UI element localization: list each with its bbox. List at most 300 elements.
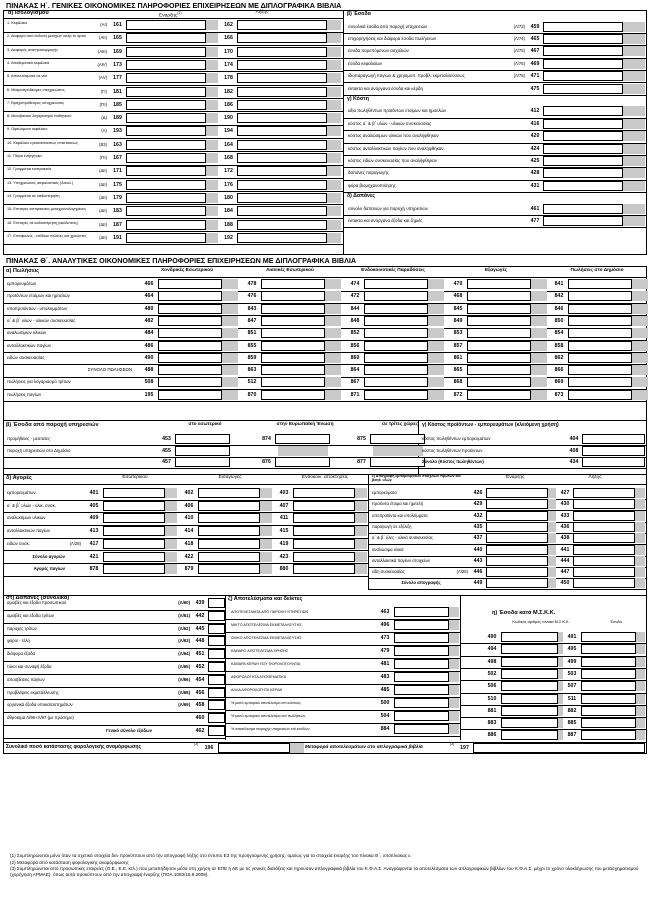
amount-field[interactable] (293, 564, 355, 574)
amount-field[interactable] (198, 513, 260, 523)
amount-field[interactable] (158, 341, 222, 351)
amount-field[interactable] (364, 328, 428, 338)
amount-field[interactable] (486, 545, 548, 555)
field-code: 415 (279, 528, 289, 535)
amount-field[interactable] (581, 669, 636, 679)
amount-field[interactable] (261, 365, 325, 375)
amount-field[interactable] (543, 71, 623, 81)
amount-field[interactable] (198, 564, 260, 574)
shaded-field (636, 669, 645, 679)
amount-field[interactable] (237, 47, 327, 57)
amount-field[interactable] (543, 168, 623, 178)
amount-field[interactable] (486, 567, 548, 577)
field-code: 854 (554, 330, 564, 337)
shaded-field (327, 60, 341, 70)
amount-field[interactable] (237, 140, 327, 150)
amount-field[interactable] (543, 22, 623, 32)
amount-field[interactable] (175, 434, 230, 444)
field-code: 419 (279, 540, 289, 547)
field-code: 467 (530, 48, 540, 55)
amount-field[interactable] (486, 578, 548, 588)
amount-field[interactable] (158, 377, 222, 387)
amount-field[interactable] (158, 316, 222, 326)
amount-field[interactable] (126, 180, 206, 190)
field-code: 464 (144, 293, 154, 300)
shaded-field (531, 279, 547, 289)
amount-field[interactable] (208, 662, 225, 672)
amount-field[interactable] (394, 672, 449, 682)
amount-field[interactable] (573, 567, 635, 577)
amount-field[interactable] (261, 316, 325, 326)
field-code: 176 (224, 181, 233, 188)
amount-field[interactable] (501, 718, 558, 728)
amount-field[interactable] (103, 539, 165, 549)
amount-field[interactable] (543, 181, 623, 191)
amount-field[interactable] (473, 743, 645, 753)
row-code-letter: (Δ) (101, 115, 107, 121)
amount-field[interactable] (126, 193, 206, 203)
amount-field[interactable] (208, 713, 225, 723)
shaded-field (165, 539, 177, 549)
amount-field[interactable] (103, 552, 165, 562)
amount-field[interactable] (237, 233, 327, 243)
amount-field[interactable] (208, 624, 225, 634)
row-label: έσοδα κεφαλαίων (348, 60, 383, 66)
shaded-field (355, 539, 367, 549)
amount-field[interactable] (126, 73, 206, 83)
amount-field[interactable] (237, 180, 327, 190)
amount-field[interactable] (198, 539, 260, 549)
amount-field[interactable] (543, 119, 623, 129)
row-label: 1. Κεφάλαιο (7, 21, 28, 25)
amount-field[interactable] (467, 304, 531, 314)
amount-field[interactable] (501, 632, 558, 642)
amount-field[interactable] (543, 216, 623, 226)
amount-field[interactable] (103, 564, 165, 574)
amount-field[interactable] (208, 688, 225, 698)
field-code: 406 (184, 502, 194, 509)
shaded-field (636, 632, 645, 642)
amount-field[interactable] (467, 341, 531, 351)
amount-field[interactable] (573, 533, 635, 543)
row-code-letter (150, 713, 192, 723)
shaded-field (165, 488, 177, 498)
amount-field[interactable] (158, 279, 222, 289)
row-code-letter: (ΔΙΙ) (99, 168, 107, 174)
amount-field[interactable] (275, 457, 330, 467)
row-label: Σύνολο (Κόστος πωληθέντων) (422, 459, 484, 464)
amount-field[interactable] (501, 669, 558, 679)
amount-field[interactable] (467, 390, 531, 400)
shaded-field (428, 291, 444, 301)
shaded-field (428, 328, 444, 338)
amount-field[interactable] (293, 488, 355, 498)
amount-field[interactable] (237, 87, 327, 97)
amount-field[interactable] (208, 675, 225, 685)
amount-field[interactable] (581, 657, 636, 667)
shaded-field (635, 499, 645, 509)
amount-field[interactable] (237, 100, 327, 110)
field-code: 841 (554, 281, 564, 287)
shaded-field (327, 33, 341, 43)
amount-field[interactable] (543, 84, 623, 94)
amount-field[interactable] (261, 390, 325, 400)
amount-field[interactable] (237, 220, 327, 230)
amount-field[interactable] (501, 730, 558, 740)
column-header: Εσωτερικού (122, 475, 148, 480)
shaded-field (428, 377, 444, 387)
shaded-field (449, 646, 459, 656)
amount-field[interactable] (126, 166, 206, 176)
amount-field[interactable] (573, 511, 635, 521)
field-code: 499 (567, 658, 577, 665)
amount-field[interactable] (568, 365, 632, 375)
shaded-field (635, 578, 645, 588)
field-code: 506 (487, 683, 497, 690)
amount-field[interactable] (573, 556, 635, 566)
amount-field[interactable] (198, 488, 260, 498)
amount-field[interactable] (237, 166, 327, 176)
amount-field[interactable] (581, 644, 636, 654)
amount-field[interactable] (543, 59, 623, 69)
field-code: 463 (380, 609, 390, 615)
rule-line (3, 484, 647, 485)
amount-field[interactable] (126, 20, 206, 30)
shaded-field (632, 328, 648, 338)
amount-field[interactable] (394, 685, 449, 695)
row-code-letter: (Λ/74) (513, 35, 525, 41)
row-label: πωλήσεις για λογαριασμό τρίτων (7, 379, 71, 385)
field-code: 189 (113, 115, 122, 122)
shaded-field (531, 377, 547, 387)
shaded-field (260, 539, 272, 549)
amount-field[interactable] (543, 156, 623, 166)
amount-field[interactable] (467, 328, 531, 338)
row-label: προβλέψεις εκμετάλλευσης (7, 689, 59, 695)
row-label: παροχές τρίτων (7, 625, 37, 631)
amount-field[interactable] (261, 328, 325, 338)
field-code: 174 (224, 61, 233, 68)
row-label: αναλωσίμων υλικών (7, 330, 47, 336)
amount-field[interactable] (582, 446, 645, 456)
amount-field[interactable] (581, 694, 636, 704)
amount-field[interactable] (467, 291, 531, 301)
amount-field[interactable] (198, 552, 260, 562)
field-code: 859 (247, 354, 257, 361)
row-label: αμοιβές και έξοδα τρίτων (7, 612, 55, 618)
amount-field[interactable] (543, 46, 623, 56)
field-code: 862 (554, 354, 564, 361)
amount-field[interactable] (364, 304, 428, 314)
amount-field[interactable] (175, 457, 230, 467)
amount-field[interactable] (394, 620, 449, 630)
shaded-field (327, 140, 341, 150)
amount-field[interactable] (394, 698, 449, 708)
amount-field[interactable] (573, 545, 635, 555)
shaded-field (623, 119, 645, 129)
amount-field[interactable] (581, 730, 636, 740)
field-code: 197 (460, 744, 469, 751)
amount-field[interactable] (568, 328, 632, 338)
amount-field[interactable] (501, 694, 558, 704)
row-label: αποσβέσεις παγίων (7, 676, 45, 682)
field-code: 856 (350, 342, 360, 349)
amount-field[interactable] (486, 522, 548, 532)
row-code-letter: (ΑV) (98, 75, 107, 81)
shaded-field (428, 365, 444, 375)
field-code: 196 (204, 744, 214, 751)
amount-field[interactable] (364, 353, 428, 363)
amount-field[interactable] (568, 304, 632, 314)
amount-field[interactable] (126, 47, 206, 57)
amount-field[interactable] (237, 193, 327, 203)
amount-field[interactable] (237, 60, 327, 70)
amount-field[interactable] (501, 706, 558, 716)
shaded-field (531, 390, 547, 400)
header-text: Έναρξης (158, 13, 178, 18)
amount-field[interactable] (103, 501, 165, 511)
amount-field[interactable] (364, 291, 428, 301)
row-label: διάφορα έξοδα (7, 651, 36, 657)
amount-field[interactable] (126, 100, 206, 110)
shaded-field (327, 153, 341, 163)
column-header: στην Ευρωπαϊκή Ένωση (276, 422, 334, 427)
amount-field[interactable] (198, 526, 260, 536)
amount-field[interactable] (293, 539, 355, 549)
amount-field[interactable] (501, 657, 558, 667)
amount-field[interactable] (208, 598, 225, 608)
field-code: 470 (453, 281, 463, 287)
field-code: 412 (530, 108, 540, 115)
amount-field[interactable] (237, 73, 327, 83)
amount-field[interactable] (158, 353, 222, 363)
field-code: 187 (113, 221, 122, 228)
amount-field[interactable] (543, 34, 623, 44)
rule-line (3, 277, 647, 278)
amount-field[interactable] (158, 291, 222, 301)
amount-field[interactable] (237, 126, 327, 136)
amount-field[interactable] (394, 711, 449, 721)
amount-field[interactable] (501, 681, 558, 691)
row-label: 2. Διαφορά από έκδοση μετοχών υπέρ το άρτιο (7, 34, 86, 39)
field-code: 857 (453, 342, 463, 349)
amount-field[interactable] (581, 706, 636, 716)
amount-field[interactable] (126, 113, 206, 123)
amount-field[interactable] (175, 446, 230, 456)
field-code: 457 (162, 459, 171, 465)
amount-field[interactable] (126, 140, 206, 150)
start-header (140, 9, 200, 18)
amount-field[interactable] (126, 60, 206, 70)
amount-field[interactable] (103, 488, 165, 498)
shaded-field (260, 564, 272, 574)
amount-field[interactable] (126, 87, 206, 97)
shaded-field (548, 556, 556, 566)
shaded-field (260, 552, 272, 562)
amount-field[interactable] (261, 353, 325, 363)
shaded-field (623, 204, 645, 214)
amount-field[interactable] (208, 649, 225, 659)
amount-field[interactable] (218, 743, 290, 753)
amount-field[interactable] (237, 206, 327, 216)
field-code: 428 (530, 170, 540, 177)
amount-field[interactable] (126, 33, 206, 43)
amount-field[interactable] (208, 611, 225, 621)
shaded-field (325, 304, 341, 314)
field-code: 418 (184, 540, 194, 547)
amount-field[interactable] (208, 636, 225, 646)
amount-field[interactable] (486, 511, 548, 521)
amount-field[interactable] (568, 316, 632, 326)
amount-field[interactable] (364, 377, 428, 387)
amount-field[interactable] (543, 131, 623, 141)
shaded-field (636, 718, 645, 728)
amount-field[interactable] (394, 659, 449, 669)
row-code-letter: (Β3) (99, 141, 107, 147)
shaded-field (623, 84, 645, 94)
shaded-field (355, 501, 367, 511)
amount-field[interactable] (237, 33, 327, 43)
amount-field[interactable] (543, 204, 623, 214)
shaded-field (222, 279, 238, 289)
amount-field[interactable] (126, 220, 206, 230)
amount-field[interactable] (582, 457, 645, 467)
amount-field[interactable] (486, 488, 548, 498)
amount-field[interactable] (275, 434, 330, 444)
amount-field[interactable] (467, 377, 531, 387)
amount-field[interactable] (370, 457, 425, 467)
field-code: 410 (184, 515, 194, 522)
amount-field[interactable] (486, 533, 548, 543)
row-label: έσοδα παρεπόμενων ασχολιών (348, 48, 409, 54)
shaded-field (325, 353, 341, 363)
shaded-field (428, 341, 444, 351)
shaded-field (222, 341, 238, 351)
amount-field[interactable] (261, 304, 325, 314)
amount-field[interactable] (293, 513, 355, 523)
amount-field[interactable] (103, 513, 165, 523)
amount-field[interactable] (237, 153, 327, 163)
amount-field[interactable] (568, 390, 632, 400)
amount-field[interactable] (158, 328, 222, 338)
amount-field[interactable] (103, 526, 165, 536)
field-code: 512 (247, 379, 257, 386)
field-code: 167 (113, 155, 122, 161)
amount-field[interactable] (208, 726, 225, 736)
amount-field[interactable] (364, 365, 428, 375)
field-code: 469 (530, 60, 540, 67)
column-divider (343, 10, 344, 255)
row-label: 16. Επιταγές σε καθυστέρηση (ακάλυπτες) (7, 220, 79, 225)
amount-field[interactable] (394, 607, 449, 617)
amount-field[interactable] (237, 113, 327, 123)
amount-field[interactable] (486, 499, 548, 509)
amount-field[interactable] (467, 365, 531, 375)
field-code: 877 (357, 459, 366, 465)
amount-field[interactable] (501, 644, 558, 654)
amount-field[interactable] (293, 526, 355, 536)
amount-field[interactable] (364, 341, 428, 351)
field-code: 448 (195, 638, 205, 645)
amount-field[interactable] (261, 279, 325, 289)
amount-field[interactable] (364, 390, 428, 400)
amount-field[interactable] (126, 233, 206, 243)
row-code-letter: (Λ/28) (456, 569, 468, 575)
amount-field[interactable] (158, 390, 222, 400)
amount-field[interactable] (198, 501, 260, 511)
amount-field[interactable] (467, 316, 531, 326)
amount-field[interactable] (394, 633, 449, 643)
shaded-field (632, 291, 648, 301)
row-label: κόστος ανταλλακτικών παγίων που αναλήφθηκαν (348, 145, 444, 151)
shaded-field (636, 706, 645, 716)
amount-field[interactable] (364, 316, 428, 326)
amount-field[interactable] (394, 724, 449, 734)
amount-field[interactable] (581, 718, 636, 728)
row-label: α΄ & β΄ υλών - υλικ. συσκ. (7, 502, 57, 508)
shaded-field (635, 556, 645, 566)
amount-field[interactable] (581, 681, 636, 691)
field-code: 496 (380, 622, 390, 628)
amount-field[interactable] (261, 341, 325, 351)
shaded-field (327, 47, 341, 57)
amount-field[interactable] (467, 353, 531, 363)
amount-field[interactable] (573, 488, 635, 498)
amount-field[interactable] (126, 206, 206, 216)
amount-field[interactable] (261, 291, 325, 301)
amount-field[interactable] (582, 434, 645, 444)
amount-field[interactable] (126, 153, 206, 163)
row-code-letter: (ΔΙΙ) (99, 234, 107, 240)
amount-field[interactable] (158, 365, 222, 375)
shaded-field (222, 365, 238, 375)
amount-field[interactable] (568, 377, 632, 387)
shaded-field (290, 743, 304, 753)
rule-line (3, 401, 647, 402)
column-header: Έναρξης (505, 475, 525, 480)
amount-field[interactable] (467, 279, 531, 289)
amount-field[interactable] (568, 291, 632, 301)
amount-field[interactable] (158, 304, 222, 314)
amount-field[interactable] (293, 552, 355, 562)
shaded-field (548, 567, 556, 577)
amount-field[interactable] (573, 499, 635, 509)
amount-field[interactable] (568, 341, 632, 351)
amount-field[interactable] (568, 353, 632, 363)
field-code: 454 (195, 676, 205, 683)
amount-field[interactable] (486, 556, 548, 566)
amount-field[interactable] (261, 377, 325, 387)
amount-field[interactable] (126, 126, 206, 136)
shaded-field (206, 126, 218, 136)
amount-field[interactable] (573, 522, 635, 532)
amount-field[interactable] (573, 578, 635, 588)
field-code: 471 (530, 73, 540, 80)
amount-field[interactable] (293, 501, 355, 511)
amount-field[interactable] (581, 632, 636, 642)
row-code-letter: (Λ/64) (178, 651, 190, 657)
amount-field[interactable] (543, 106, 623, 116)
amount-field[interactable] (364, 279, 428, 289)
shaded-field (623, 34, 645, 44)
amount-field[interactable] (543, 144, 623, 154)
amount-field[interactable] (568, 279, 632, 289)
amount-field[interactable] (394, 646, 449, 656)
shaded-field (636, 681, 645, 691)
amount-field[interactable] (208, 700, 225, 710)
amount-field[interactable] (237, 20, 327, 30)
amount-field[interactable] (370, 434, 425, 444)
